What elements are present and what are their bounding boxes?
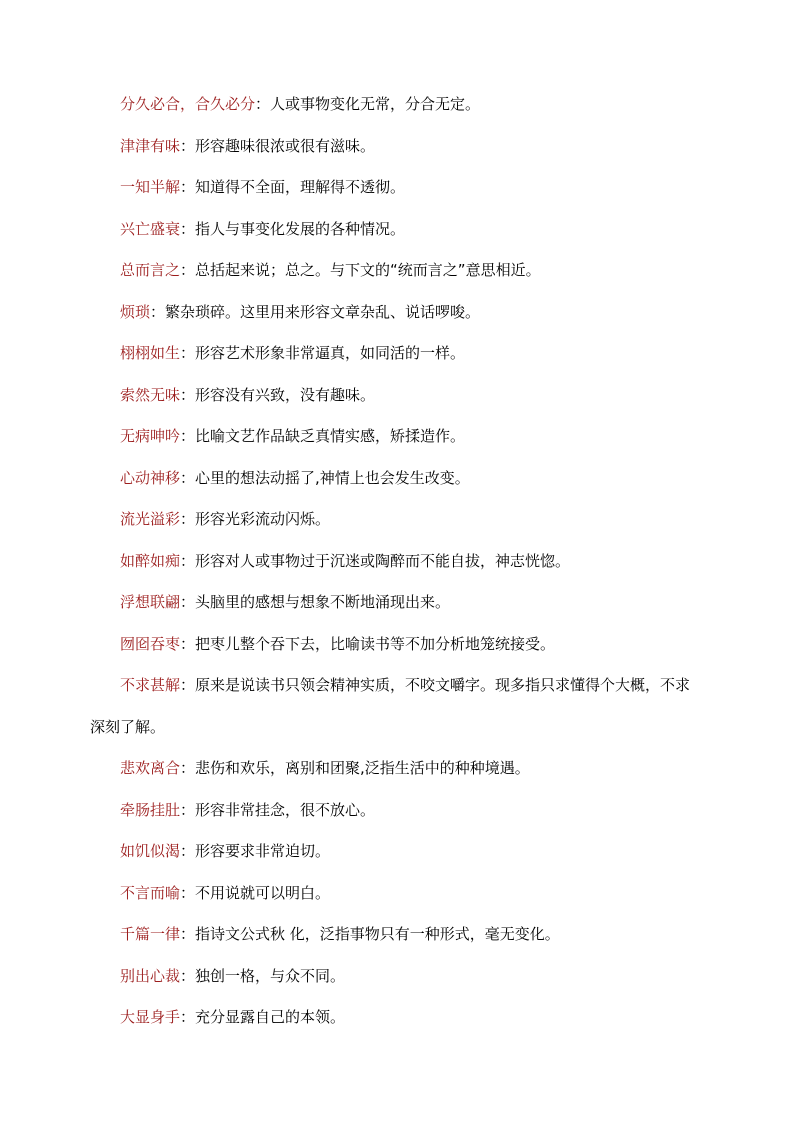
term-separator: ： [180, 634, 196, 653]
term-separator: ： [180, 883, 196, 902]
idiom-term: 悲欢离合 [120, 759, 181, 777]
idiom-entry [90, 333, 704, 375]
idiom-definition: 把枣儿整个吞下去，比喻读书等不加分析地笼统接受。 [195, 634, 556, 653]
idiom-definition: 指人与事变化发展的各种情况。 [195, 219, 406, 238]
idiom-definition: 独创一格，与众不同。 [195, 966, 346, 985]
idiom-term: 兴亡盛衰 [120, 219, 181, 238]
idiom-term: 如醉如痴 [120, 551, 181, 570]
idiom-definition: 悲伤和欢乐，离别和团聚,泛指生活中的种种境遇。 [195, 759, 530, 777]
idiom-term: 分久必合，合久必分 [120, 95, 256, 113]
term-separator: ： [180, 759, 196, 777]
idiom-term: 别出心裁 [120, 966, 181, 985]
idiom-definition: 形容要求非常迫切。 [195, 842, 331, 860]
idiom-entry [90, 790, 704, 832]
idiom-definition-list [90, 84, 704, 1039]
term-separator: ： [180, 219, 196, 238]
idiom-term: 烦琐 [120, 302, 151, 321]
term-separator: ： [180, 593, 196, 611]
idiom-entry [90, 541, 704, 583]
idiom-entry [90, 665, 704, 748]
idiom-entry [90, 997, 704, 1039]
term-separator: ： [180, 842, 196, 860]
idiom-term: 囫囵吞枣 [120, 634, 181, 653]
idiom-term: 心动神移 [120, 468, 181, 487]
idiom-definition: 比喻文艺作品缺乏真情实感，矫揉造作。 [195, 427, 466, 445]
term-separator: ： [180, 966, 196, 985]
idiom-entry [90, 499, 704, 541]
term-separator: ： [180, 676, 196, 694]
idiom-entry [90, 84, 704, 126]
idiom-entry [90, 873, 704, 915]
idiom-definition: 形容艺术形象非常逼真，如同活的一样。 [195, 344, 466, 362]
idiom-definition: 头脑里的感想与想象不断地涌现出来。 [195, 593, 451, 611]
term-separator: ： [180, 261, 196, 279]
idiom-term: 千篇一律 [120, 925, 181, 943]
idiom-term: 津津有味 [120, 136, 181, 155]
idiom-definition: 形容光彩流动闪烁。 [195, 510, 331, 528]
idiom-definition: 形容趣味很浓或很有滋味。 [195, 136, 376, 155]
term-separator: ： [180, 178, 196, 196]
idiom-definition: 知道得不全面，理解得不透彻。 [195, 178, 406, 196]
idiom-entry [90, 831, 704, 873]
idiom-term: 不言而喻 [120, 883, 181, 902]
idiom-term: 如饥似渴 [120, 842, 181, 860]
idiom-entry [90, 250, 704, 292]
term-separator: ： [180, 468, 196, 487]
term-separator: ： [180, 344, 196, 362]
idiom-definition: 繁杂琐碎。这里用来形容文章杂乱、说话啰唆。 [165, 302, 481, 321]
idiom-definition: 心里的想法动摇了,神情上也会发生改变。 [195, 468, 470, 487]
idiom-term: 一知半解 [120, 178, 181, 196]
idiom-term: 浮想联翩 [120, 593, 181, 611]
idiom-definition: 形容非常挂念，很不放心。 [195, 800, 376, 819]
term-separator: ： [180, 551, 196, 570]
term-separator: ： [150, 302, 166, 321]
idiom-entry [90, 624, 704, 666]
idiom-term: 无病呻吟 [120, 427, 181, 445]
idiom-definition: 不用说就可以明白。 [195, 883, 331, 902]
idiom-definition: 充分显露自己的本领。 [195, 1008, 346, 1026]
idiom-definition: 人或事物变化无常，分合无定。 [270, 95, 481, 113]
idiom-definition: 总括起来说；总之。与下文的“统而言之”意思相近。 [195, 261, 541, 279]
idiom-entry [90, 375, 704, 417]
idiom-entry [90, 209, 704, 251]
term-separator: ： [255, 95, 271, 113]
term-separator: ： [180, 427, 196, 445]
idiom-entry [90, 582, 704, 624]
term-separator: ： [180, 510, 196, 528]
idiom-entry [90, 167, 704, 209]
term-separator: ： [180, 385, 196, 404]
term-separator: ： [180, 1008, 196, 1026]
idiom-term: 栩栩如生 [120, 344, 181, 362]
idiom-term: 大显身手 [120, 1008, 181, 1026]
idiom-term: 总而言之 [120, 261, 181, 279]
idiom-entry [90, 748, 704, 790]
idiom-term: 流光溢彩 [120, 510, 181, 528]
term-separator: ： [180, 800, 196, 819]
idiom-definition: 原来是说读书只领会精神实质，不咬文嚼字。现多指只求懂得个大概，不求深刻了解。 [90, 676, 691, 736]
idiom-term: 索然无味 [120, 385, 181, 404]
term-separator: ： [180, 136, 196, 155]
term-separator: ： [180, 925, 196, 943]
idiom-definition: 指诗文公式秋 化，泛指事物只有一种形式，毫无变化。 [195, 925, 560, 943]
idiom-entry [90, 914, 704, 956]
idiom-entry [90, 416, 704, 458]
idiom-entry [90, 956, 704, 998]
idiom-term: 不求甚解 [120, 676, 181, 694]
idiom-entry [90, 126, 704, 168]
idiom-definition: 形容没有兴致，没有趣味。 [195, 385, 376, 404]
idiom-entry [90, 458, 704, 500]
idiom-entry [90, 292, 704, 334]
idiom-definition: 形容对人或事物过于沉迷或陶醉而不能自拔，神志恍惚。 [195, 551, 571, 570]
idiom-term: 牵肠挂肚 [120, 800, 181, 819]
